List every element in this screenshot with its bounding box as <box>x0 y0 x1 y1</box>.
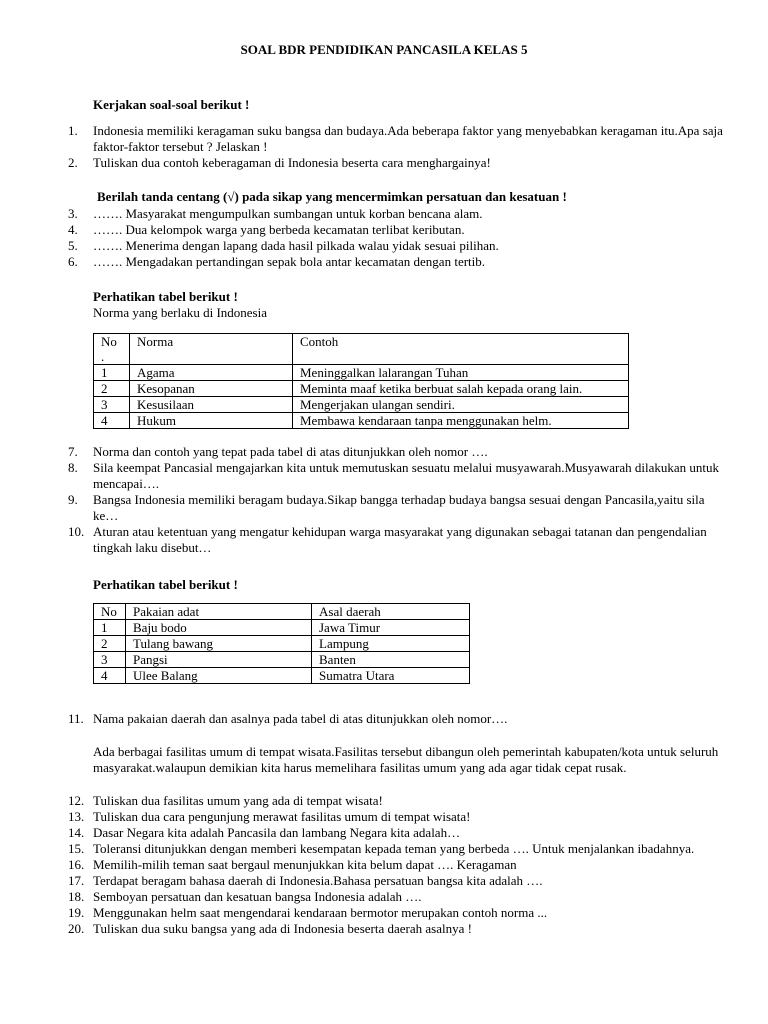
section3-questions <box>0 444 768 556</box>
table-cell: Meninggalkan lalarangan Tuhan <box>293 365 629 381</box>
question-item: 3. ……. Masyarakat mengumpulkan sumbangan untuk korban bencana alam. <box>68 206 483 221</box>
table-cell: 3 <box>94 652 126 668</box>
question-item: 6. ……. Mengadakan pertandingan sepak bola antar kecamatan dengan tertib. <box>68 254 486 269</box>
table-cell: Sumatra Utara <box>312 668 470 684</box>
table-header-cell: Asal daerah <box>312 604 470 620</box>
table-cell: 4 <box>94 668 126 684</box>
table-header-row <box>94 334 629 365</box>
table-cell: Jawa Timur <box>312 620 470 636</box>
question-item: 14. Dasar Negara kita adalah Pancasila dan lambang Negara kita adalah… <box>68 825 461 840</box>
table1-caption: Norma yang berlaku di Indonesia <box>93 305 268 320</box>
table-cell: Tulang bawang <box>126 636 312 652</box>
table-cell: Meminta maaf ketika berbuat salah kepada orang lain. <box>293 381 629 397</box>
question-item: 15. Toleransi ditunjukkan dengan memberi kesempatan kepada teman yang berbeda …. Untuk menjalankan ibadahnya. <box>68 841 695 856</box>
section4-instruction: Perhatikan tabel berikut ! <box>93 577 238 592</box>
table-cell: 1 <box>94 620 126 636</box>
table-header-cell: No . <box>94 334 130 365</box>
question-item: 10. Aturan atau ketentuan yang mengatur kehidupan warga masyarakat yang digunakan sebagai tatanan dan pengendalian tingkah laku disebut… <box>68 524 707 555</box>
table-row <box>94 381 629 397</box>
table-header-row <box>94 604 470 620</box>
table-row <box>94 413 629 429</box>
table-header-cell: No <box>94 604 126 620</box>
question-item: 17. Terdapat beragam bahasa daerah di Indonesia.Bahasa persatuan bangsa kita adalah …. <box>68 873 543 888</box>
question-item: 19. Menggunakan helm saat mengendarai kendaraan bermotor merupakan contoh norma ... <box>68 905 548 920</box>
table-header-cell: Pakaian adat <box>126 604 312 620</box>
question-item: 7. Norma dan contoh yang tepat pada tabel di atas ditunjukkan oleh nomor …. <box>68 444 488 459</box>
question-item: 18. Semboyan persatuan dan kesatuan bangsa Indonesia adalah …. <box>68 889 422 904</box>
table-cell: Mengerjakan ulangan sendiri. <box>293 397 629 413</box>
question-item: 8. Sila keempat Pancasial mengajarkan kita untuk memutuskan sesuatu melalui musyawarah.Musyawarah dilakukan untuk mencapai…. <box>68 460 719 491</box>
question-item: 2. Tuliskan dua contoh keberagaman di Indonesia beserta cara menghargainya! <box>68 155 491 170</box>
facilities-paragraph: Ada berbagai fasilitas umum di tempat wisata.Fasilitas tersebut dibangun oleh pemerintah kabupaten/kota untuk seluruh masyarakat.walaupun demikian kita harus memelihara fasilitas umum yang ada agar tidak cepat rusak. <box>93 744 719 775</box>
question-item: 13. Tuliskan dua cara pengunjung merawat fasilitas umum di tempat wisata! <box>68 809 471 824</box>
table-cell: Baju bodo <box>126 620 312 636</box>
table-cell: 2 <box>94 636 126 652</box>
pakaian-adat-table <box>93 603 470 684</box>
section2-questions <box>0 206 768 270</box>
question-item: 12. Tuliskan dua fasilitas umum yang ada di tempat wisata! <box>68 793 383 808</box>
table-cell: Pangsi <box>126 652 312 668</box>
question-item: 16. Memilih-milih teman saat bergaul menunjukkan kita belum dapat …. Keragaman <box>68 857 517 872</box>
section5-questions <box>0 793 768 937</box>
table-cell: 1 <box>94 365 130 381</box>
table-cell: Hukum <box>130 413 293 429</box>
table-cell: Agama <box>130 365 293 381</box>
question-item: 9. Bangsa Indonesia memiliki beragam budaya.Sikap bangga terhadap budaya bangsa sesuai dengan Pancasila,yaitu sila ke… <box>68 492 705 523</box>
table-cell: Lampung <box>312 636 470 652</box>
table-header-cell: Norma <box>130 334 293 365</box>
table-row <box>94 620 470 636</box>
table-cell: 2 <box>94 381 130 397</box>
table-row <box>94 397 629 413</box>
table-cell: 3 <box>94 397 130 413</box>
section4-questions <box>0 711 768 727</box>
section1-instruction: Kerjakan soal-soal berikut ! <box>93 97 250 112</box>
section3-instruction: Perhatikan tabel berikut ! <box>93 289 238 304</box>
section1-questions <box>0 123 768 171</box>
table-cell: 4 <box>94 413 130 429</box>
section2-instruction: Berilah tanda centang (√) pada sikap yang mencermimkan persatuan dan kesatuan ! <box>97 189 567 204</box>
question-item: 20. Tuliskan dua suku bangsa yang ada di Indonesia beserta daerah asalnya ! <box>68 921 472 936</box>
table-row <box>94 636 470 652</box>
table-cell: Ulee Balang <box>126 668 312 684</box>
table-row <box>94 668 470 684</box>
table-cell: Membawa kendaraan tanpa menggunakan helm. <box>293 413 629 429</box>
question-item: 1. Indonesia memiliki keragaman suku bangsa dan budaya.Ada beberapa faktor yang menyebabkan keragaman itu.Apa saja faktor-faktor tersebut ? Jelaskan ! <box>68 123 723 154</box>
table-row <box>94 365 629 381</box>
question-item: 11. Nama pakaian daerah dan asalnya pada tabel di atas ditunjukkan oleh nomor…. <box>68 711 508 726</box>
question-item: 4. ……. Dua kelompok warga yang berbeda kecamatan terlibat keributan. <box>68 222 465 237</box>
table-cell: Kesopanan <box>130 381 293 397</box>
norma-table <box>93 333 629 429</box>
question-item: 5. ……. Menerima dengan lapang dada hasil pilkada walau yidak sesuai pilihan. <box>68 238 499 253</box>
table-row <box>94 652 470 668</box>
table-cell: Kesusilaan <box>130 397 293 413</box>
table-header-cell: Contoh <box>293 334 629 365</box>
table-cell: Banten <box>312 652 470 668</box>
document-title: SOAL BDR PENDIDIKAN PANCASILA KELAS 5 <box>240 42 528 57</box>
